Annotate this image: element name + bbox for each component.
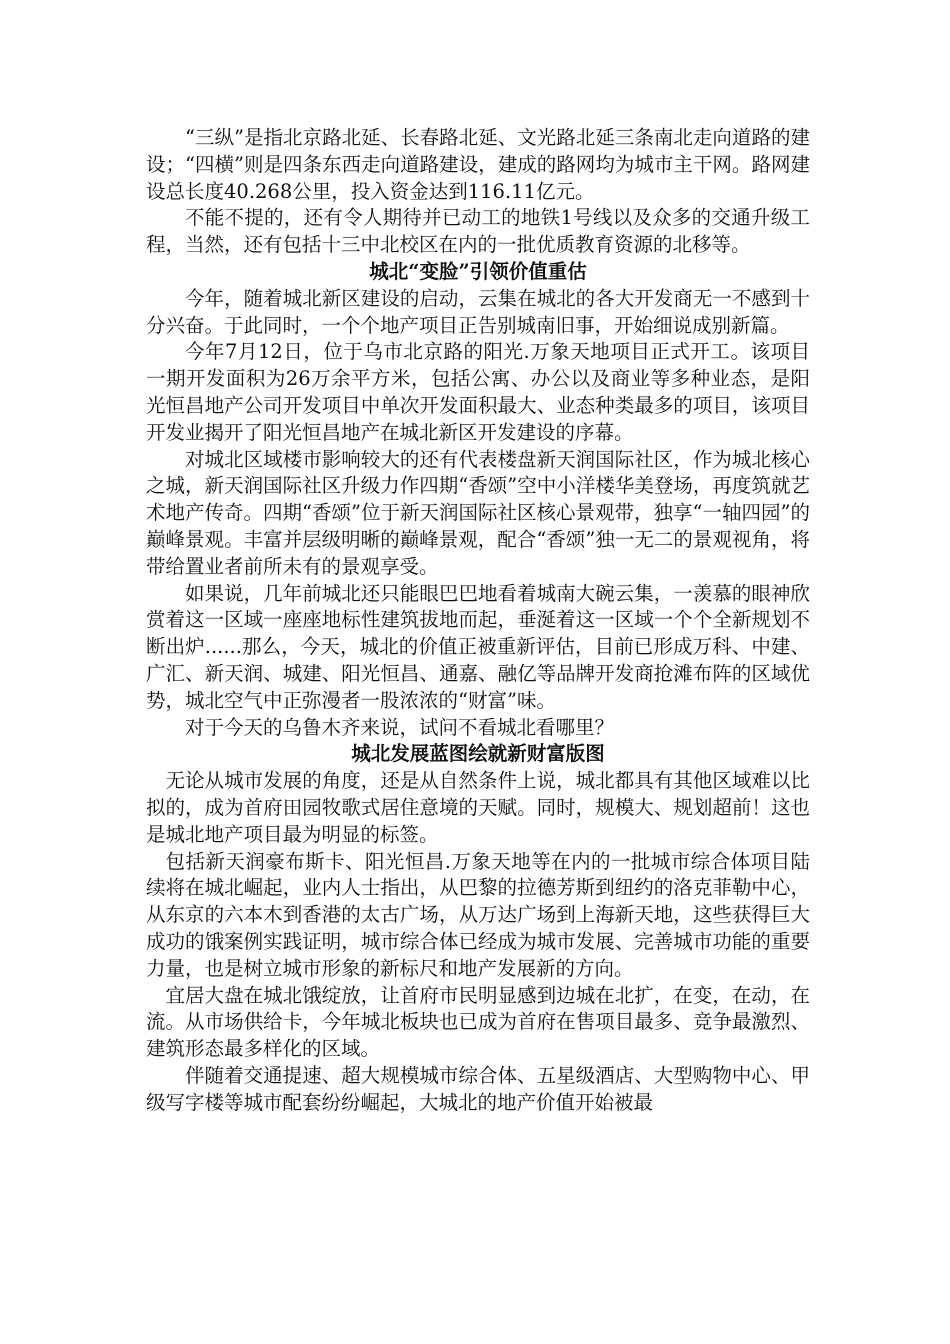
paragraph-livable: 宜居大盘在城北饿绽放，让首府市民明显感到边城在北扩，在变，在动，在流。从市场供给卡，今年城北板块也已成为首府在售项目最多、竞争最激烈、建筑形态最多样化的区域。 bbox=[146, 983, 810, 1061]
paragraph-complex: 包括新天润豪布斯卡、阳光恒昌.万象天地等在内的一批城市综合体项目陆续将在城北崛起，业内人士指出，从巴黎的拉德芳斯到纽约的洛克菲勒中心，从东京的六本木到香港的太古广场，从万达广场到上海新天地，这些获得巨大成功的饿案例实践证明，城市综合体已经成为城市发展、完善城市功能的重要力量，也是树立城市形象的新标尺和地产发展新的方向。 bbox=[146, 849, 810, 980]
section-heading-value-reassessment: 城北“变脸”引领价值重估 bbox=[369, 259, 587, 283]
paragraph-wealth: 如果说，几年前城北还只能眼巴巴地看着城南大碗云集，一羡慕的眼神欣赏着这一区域一座座地标性建筑拔地而起，垂涎着这一区域一个个全新规划不断出炉......那么，今天，城北的价值正被重新评估，目前已形成万科、中建、广汇、新天润、城建、阳光恒昌、通嘉、融亿等品牌开发商抢滩布阵的区域优势，城北空气中正弥漫者一股浓浓的“财富”味。 bbox=[146, 581, 810, 712]
paragraph-developers: 今年，随着城北新区建设的启动，云集在城北的各大开发商无一不感到十分兴奋。于此同时，一个个地产项目正告别城南旧事，开始细说成别新篇。 bbox=[146, 286, 810, 337]
section-heading-blueprint: 城北发展蓝图绘就新财富版图 bbox=[351, 742, 605, 766]
paragraph-question: 对于今天的乌鲁木齐来说，试问不看城北看哪里？ bbox=[185, 715, 615, 739]
paragraph-traffic: 伴随着交通提速、超大规模城市综合体、五星级酒店、大型购物中心、甲级写字楼等城市配套纷纷崛起，大城北的地产价值开始被最 bbox=[146, 1063, 810, 1114]
document-body bbox=[146, 125, 810, 1116]
paragraph-san-zong: “三纵”是指北京路北延、长春路北延、文光路北延三条南北走向道路的建设；“四横”则是四条东西走向道路建设，建成的路网均为城市主干网。路网建设总长度40.268公里，投入资金达到116.11亿元。 bbox=[146, 126, 810, 203]
paragraph-wanxiang: 今年7月12日，位于乌市北京路的阳光.万象天地项目正式开工。该项目一期开发面积为26万余平方米，包括公寓、办公以及商业等多种业态，是阳光恒昌地产公司开发项目中单次开发面积最大、业态种类最多的项目，该项目开发业揭开了阳光恒昌地产在城北新区开发建设的序幕。 bbox=[146, 340, 810, 444]
paragraph-nature: 无论从城市发展的角度，还是从自然条件上说，城北都具有其他区域难以比拟的，成为首府田园牧歌式居住意境的天赋。同时，规模大、规划超前！这也是城北地产项目最为明显的标签。 bbox=[146, 769, 810, 846]
paragraph-xintianrun: 对城北区域楼市影响较大的还有代表楼盘新天润国际社区，作为城北核心之城，新天润国际社区升级力作四期“香颂”空中小洋楼华美登场，再度筑就艺术地产传奇。四期“香颂”位于新天润国际社区核心景观带，独享“一轴四园”的巅峰景观。丰富并层级明晰的巅峰景观，配合“香颂”独一无二的景观视角，将带给置业者前所未有的景观享受。 bbox=[146, 447, 810, 578]
paragraph-subway: 不能不提的，还有令人期待并已动工的地铁1号线以及众多的交通升级工程，当然，还有包括十三中北校区在内的一批优质教育资源的北移等。 bbox=[146, 206, 810, 257]
